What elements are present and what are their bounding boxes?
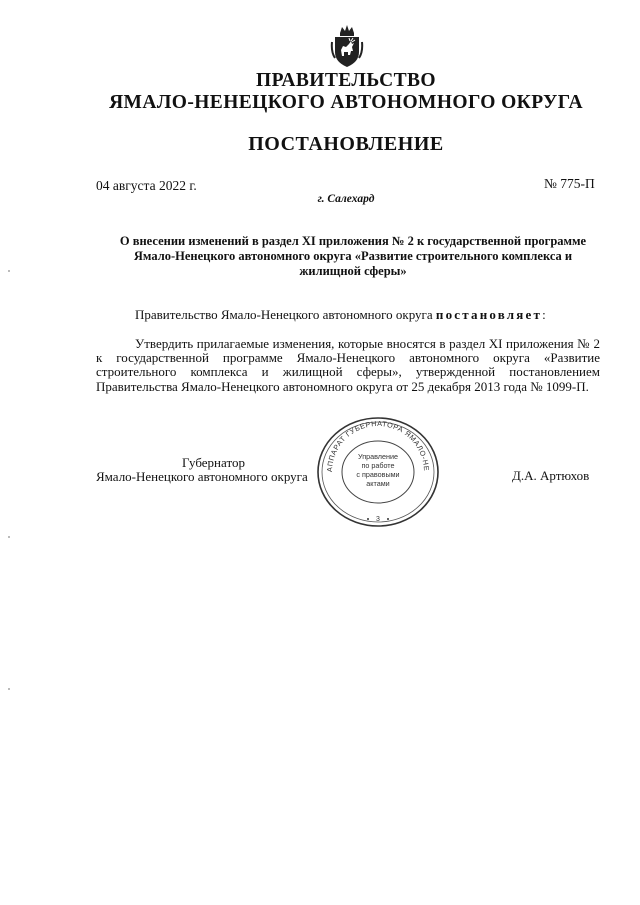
seal-center-line1: Управление (358, 452, 398, 461)
document-number: № 775-П (544, 176, 595, 191)
official-seal-stamp (314, 415, 442, 529)
document-type: ПОСТАНОВЛЕНИЕ (248, 133, 444, 155)
body-paragraph: Утвердить прилагаемые изменения, которые вносятся в раздел XI приложения № 2 к государственной программе Ямало-Ненецкого автономного округа «Развитие строительного комплекса и жилищной сферы», утвержденной постановлением Правительства Ямало-Ненецкого автономного округа от 25 декабря 2013 года № 1099-П. (96, 336, 600, 394)
seal-center-line4: актами (366, 479, 390, 488)
seal-center-line3: с правовыми (356, 470, 400, 479)
preamble-colon: : (542, 307, 546, 322)
document-subject: О внесении изменений в раздел XI приложения № 2 к государственной программе Ямало-Ненецкого автономного округа «Развитие строительного комплекса и жилищной сферы» (119, 234, 587, 278)
government-title-line2: ЯМАЛО-НЕНЕЦКОГО АВТОНОМНОГО ОКРУГА (109, 92, 583, 113)
preamble-text: Правительство Ямало-Ненецкого автономного округа (135, 307, 433, 322)
document-city: г. Салехард (317, 193, 375, 205)
svg-text:АППАРАТ ГУБЕРНАТОРА ЯМАЛО-НЕНЕ: АППАРАТ ГУБЕРНАТОРА ЯМАЛО-НЕ (324, 418, 432, 473)
scan-margin-mark (8, 270, 10, 272)
preamble (135, 307, 546, 323)
scan-margin-mark (8, 688, 10, 690)
signatory-title-line1: Губернатор (182, 455, 245, 470)
scan-margin-mark (8, 536, 10, 538)
government-title-line1: ПРАВИТЕЛЬСТВО (256, 70, 436, 91)
seal-center-line2: по работе (361, 461, 395, 470)
signatory-title-line2: Ямало-Ненецкого автономного округа (96, 469, 308, 484)
preamble-verb: постановляет (435, 307, 543, 322)
document-date: 04 августа 2022 г. (96, 178, 197, 193)
coat-of-arms-icon (330, 24, 364, 68)
seal-number: 3 (376, 516, 380, 523)
signatory-name: Д.А. Артюхов (512, 468, 590, 483)
